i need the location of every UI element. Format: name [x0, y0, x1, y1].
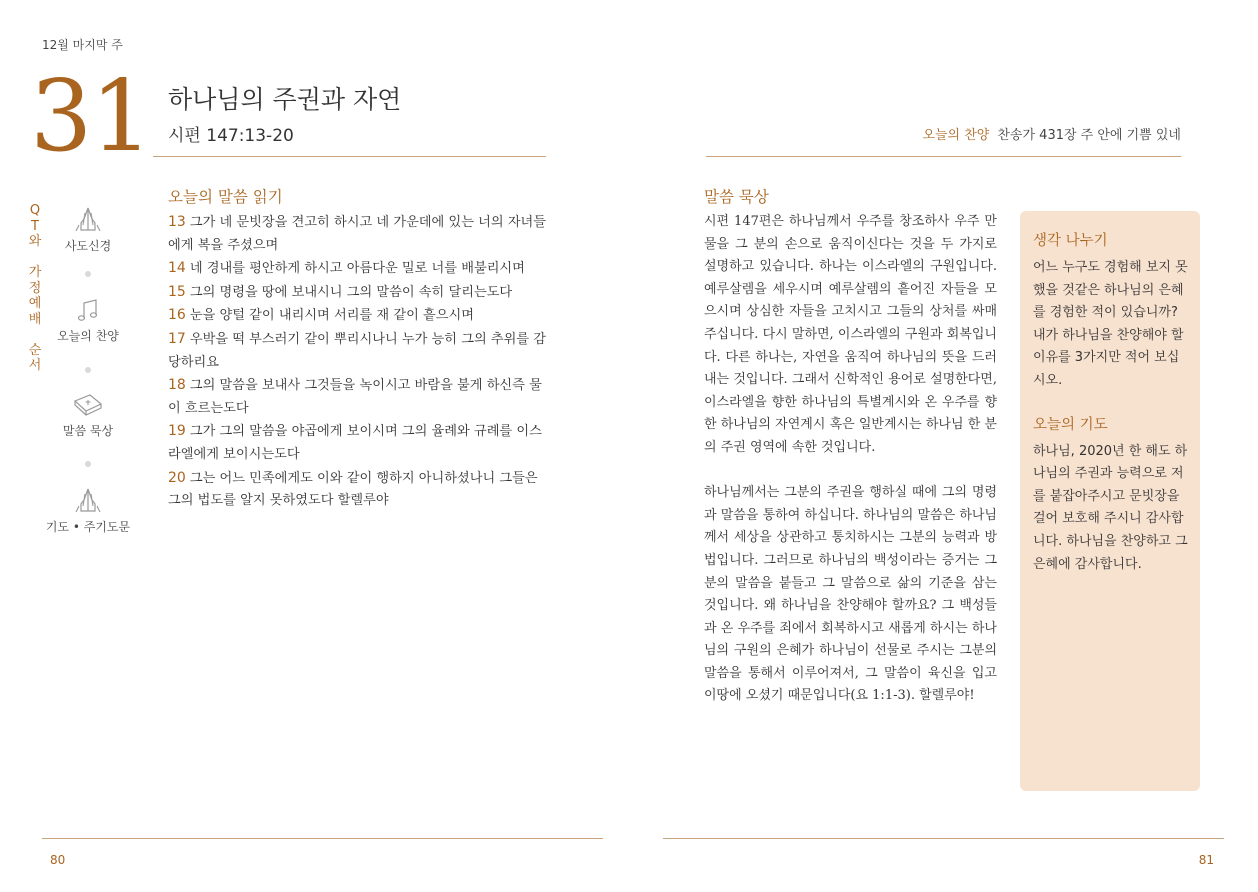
footer-rule-left: [42, 838, 603, 839]
sidebar-item-label: 기도 • 주기도문: [45, 520, 131, 534]
meditation-paragraph: 시편 147편은 하나님께서 우주를 창조하사 우주 만물을 그 분의 손으로 움직이신다는 것을 두 가지로 설명하고 있습니다. 하나는 이스라엘의 구원입니다. 예루살렘을 세우시며 예루살렘의 흩어진 자들을 모으시며 상심한 자들을 고치시고 그들의 상처를 싸매주십니다. 다시 말하면, 이스라엘의 구원과 회복입니다. 다른 하나는, 자연을 움직여 하나님의 뜻을 드러내는 것입니다. 그래서 신학적인 용어로 설명한다면, 이스라엘을 향한 하나님의 특별계시와 온 우주를 향한 하나님의 자연계시 혹은 일반계시는 하나님 한 분의 주권 영역에 속한 것입니다.: [704, 214, 997, 455]
header-rule-left: [153, 156, 546, 157]
music-note-icon: [75, 297, 101, 323]
verse-number: 20: [168, 469, 186, 486]
verse-number: 16: [168, 307, 186, 324]
verse-text: 그의 명령을 땅에 보내시니 그의 말씀이 속히 달리는도다: [189, 284, 513, 300]
verse-text: 그의 말씀을 보내사 그것들을 녹이시고 바람을 불게 하신즉 물이 흐르는도다: [168, 378, 542, 416]
verse-text: 그가 네 문빗장을 견고히 하시고 네 가운데에 있는 너의 자녀들에게 복을 주셨으며: [168, 215, 547, 253]
verse-number: 14: [168, 260, 186, 277]
separator-dot: [85, 367, 91, 373]
sidebar-item-label: 사도신경: [64, 239, 112, 253]
verse-text: 우박을 떡 부스러기 같이 뿌리시나니 누가 능히 그의 추위를 감당하리요: [168, 331, 547, 370]
verse-text: 그는 어느 민족에게도 이와 같이 행하지 아니하셨나니 그들은 그의 법도를 알지 못하였도다 할렐루야: [168, 470, 538, 509]
sidebar-item-prayer: [28, 486, 148, 535]
meditation-heading: 말씀 묵상: [704, 188, 769, 206]
header-rule-right: [706, 156, 1181, 157]
day-number: 31: [30, 60, 151, 174]
share-text: 어느 누구도 경험해 보지 못했을 것같은 하나님의 은혜를 경험한 적이 있습니까? 내가 하나님을 찬양해야 할 이유를 3가지만 적어 보십시오.: [1033, 260, 1188, 388]
verse: [168, 420, 548, 466]
week-label: 12월 마지막 주: [42, 38, 123, 52]
verse: [168, 467, 548, 513]
verse: [168, 304, 548, 328]
sidebar-item-meditation: [28, 392, 148, 439]
verse: [168, 211, 548, 257]
verse-text: 눈을 양털 같이 내리시며 서리를 재 같이 흩으시며: [189, 308, 474, 324]
verse-number: 15: [168, 283, 186, 300]
verse-number: 17: [168, 330, 186, 347]
verse: [168, 328, 548, 374]
praying-hands-icon: [73, 486, 103, 514]
page-title: 하나님의 주권과 자연: [168, 85, 402, 114]
verse: [168, 281, 548, 305]
reflection-box: [1020, 211, 1200, 791]
praying-hands-icon: [73, 205, 103, 233]
prayer-heading: 오늘의 기도: [1033, 416, 1108, 433]
hymn-label: 오늘의 찬양: [922, 128, 990, 143]
verse: [168, 257, 548, 281]
bible-icon: [72, 392, 104, 418]
page-number-right: 81: [1198, 853, 1214, 867]
meditation-body: [704, 211, 997, 708]
share-heading: 생각 나누기: [1033, 233, 1108, 249]
separator-dot: [85, 271, 91, 277]
sidebar-item-label: 말씀 묵상: [62, 424, 114, 438]
verse-list: [168, 211, 548, 513]
footer-rule-right: [663, 838, 1224, 839]
prayer-text: 하나님, 2020년 한 해도 하나님의 주권과 능력으로 저를 붙잡아주시고 문빗장을 걸어 보호해 주시니 감사합니다. 하나님을 찬양하고 그 은혜에 감사합니다.: [1033, 443, 1188, 572]
verse-number: 13: [168, 214, 186, 230]
page-number-left: 80: [50, 853, 66, 867]
verse-number: 18: [168, 377, 186, 394]
verse-number: 19: [168, 423, 186, 440]
sidebar-item-hymn: [28, 297, 148, 344]
hymn-info: [922, 124, 1181, 143]
separator-dot: [85, 461, 91, 467]
scripture-reference: 시편 147:13-20: [168, 126, 294, 146]
qt-order-vertical-label: Q T 와 가 정 예 배 순 서: [28, 203, 42, 373]
sidebar-item-creed: [28, 205, 148, 254]
reading-heading: 오늘의 말씀 읽기: [168, 188, 283, 206]
hymn-value: 찬송가 431장 주 안에 기쁨 있네: [997, 128, 1181, 143]
verse-text: 그가 그의 말씀을 야곱에게 보이시며 그의 율례와 규례를 이스라엘에게 보이시는도다: [168, 424, 542, 462]
verse: [168, 374, 548, 420]
sidebar-item-label: 오늘의 찬양: [57, 329, 119, 343]
meditation-paragraph: 하나님께서는 그분의 주권을 행하실 때에 그의 명령과 말씀을 통하여 하십니다. 하나님의 말씀은 하나님께서 세상을 상관하고 통치하시는 그분의 능력과 방법입니다. 그러므로 하나님의 백성이라는 증거는 그분의 말씀을 붙들고 그 말씀으로 삶의 기준을 삼는 것입니다. 왜 하나님을 찬양해야 할까요? 그 백성들과 온 우주를 죄에서 회복하시고 새롭게 하시는 하나님의 구원의 은혜가 하나님이 선물로 주시는 그분의 말씀을 통해서 이루어져서, 그 말씀이 육신을 입고 이땅에 오셨기 때문입니다(요 1:1-3). 할렐루야!: [704, 485, 997, 704]
verse-text: 네 경내를 평안하게 하시고 아름다운 밀로 너를 배불리시며: [189, 261, 525, 277]
